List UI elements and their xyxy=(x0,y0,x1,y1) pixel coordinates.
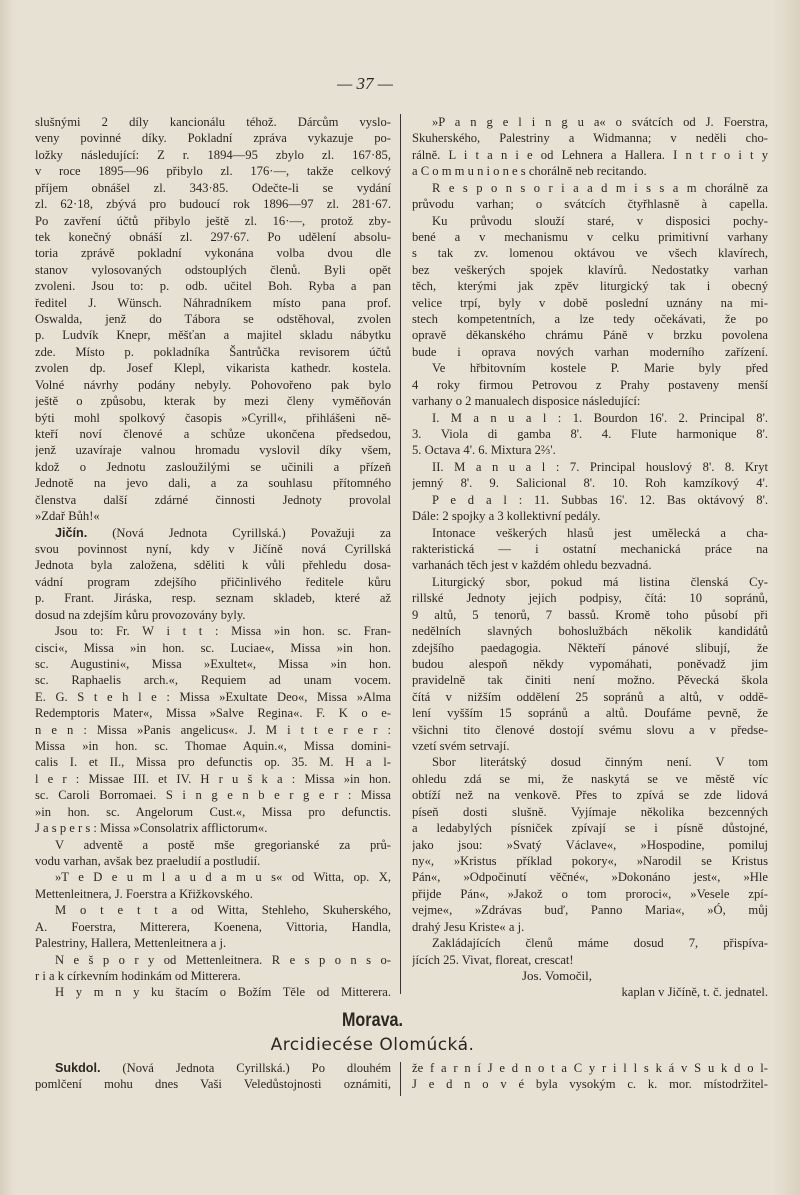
text-line xyxy=(35,262,391,278)
line-text: Dále: 2 spojky a 3 kollektivní pedály. xyxy=(412,509,601,524)
text-line xyxy=(35,919,391,935)
bottom-left-column xyxy=(35,1060,391,1093)
text-line xyxy=(412,919,768,935)
text-line xyxy=(412,442,768,458)
line-text: rakteristická — i ostatní mechanická práce na xyxy=(412,541,768,556)
line-text: nedělních slavných bohoslužbách několik kandidátů xyxy=(412,624,768,639)
line-text: členstva další zdárné činnosti Jednoty provolal xyxy=(35,492,391,507)
text-line xyxy=(412,377,768,393)
line-text: cisci«, Missa »in hon. sc. Luciae«, Missa »in hon. xyxy=(35,640,391,655)
line-text: Skuherského, Palestriny a Widmanna; v neděli cho- xyxy=(412,131,768,146)
text-line xyxy=(412,262,768,278)
page-number: — 37 — xyxy=(337,74,393,93)
line-text: stanov vylosovaných odstouplých členů. Byli opět xyxy=(35,262,391,277)
line-text: 5. Octava 4'. 6. Mixtura 2⅔'. xyxy=(412,443,556,458)
line-text: pomlčení mohu dnes Vaši Veledůstojnosti oznámiti, xyxy=(35,1077,391,1092)
text-line xyxy=(35,442,391,458)
line-text: 9 altů, 5 tenorů, 7 bassů. Kromě toho působí při xyxy=(412,607,768,622)
line-text: rillské Jednoty jejich podpisy, čítá: 10 sopránů, xyxy=(412,591,768,606)
text-line xyxy=(35,902,391,918)
text-line xyxy=(412,130,768,146)
line-text: lení vyšším 15 sopránů a altů. Doufáme pevně, že xyxy=(412,706,768,721)
line-text: bené a v mechanismu v celku primitivní varhany xyxy=(412,229,768,244)
line-text: (Nová Jednota Cyrillská.) Považuji za xyxy=(87,525,391,540)
line-text: pravidelně tak činiti není možno. Pěvecká škola xyxy=(412,673,768,688)
line-text: »T e D e u m l a u d a m u s« od Witta, op. X, xyxy=(55,870,391,885)
text-line xyxy=(412,508,768,524)
text-line xyxy=(412,952,768,968)
line-text: E. G. S t e h l e : Missa »Exultate Deo«, Missa »Alma xyxy=(35,689,391,704)
line-text: Jos. Vomočil, xyxy=(522,967,592,983)
text-line xyxy=(35,492,391,508)
text-line xyxy=(412,311,768,327)
line-text: Palestriny, Hallera, Mettenleitnera a j. xyxy=(35,936,227,951)
text-line xyxy=(35,952,391,968)
text-line xyxy=(35,459,391,475)
line-text: tek konečný obnáší zl. 297·67. Po udělení absolu- xyxy=(35,229,391,244)
section-heading: Morava. xyxy=(341,1010,404,1031)
text-line xyxy=(412,902,768,918)
line-text: »Zdař Bůh!« xyxy=(35,509,100,524)
text-line xyxy=(35,525,391,541)
text-line xyxy=(412,426,768,442)
text-line xyxy=(412,278,768,294)
line-text: píseň dosti slušně. Vyjímaje několika bezcenných xyxy=(412,804,768,819)
text-line xyxy=(412,196,768,212)
text-line xyxy=(412,245,768,261)
line-text: l e r : Missae III. et IV. H r u š k a : Missa »in hon. xyxy=(35,771,391,786)
line-text: průvodu varhan; o svátcích čtyřhlasně à capella. xyxy=(412,197,768,212)
text-line xyxy=(35,163,391,179)
text-line xyxy=(35,114,391,130)
line-text: svou povinnost nyní, kdy v Jičíně nová Cyrillská xyxy=(35,541,391,556)
text-line xyxy=(35,311,391,327)
text-line xyxy=(35,475,391,491)
line-text: R e s p o n s o r i a a d m i s s a m chorálně za xyxy=(432,180,768,195)
text-line xyxy=(35,968,391,984)
line-text: stech kompetentních, a lze tedy očekávati, že po xyxy=(412,312,768,327)
right-column xyxy=(412,114,768,1001)
text-line xyxy=(35,295,391,311)
line-text: s tak zv. lomenou oktávou ve všech klavírech, xyxy=(412,246,768,261)
line-text: calis I. et II., Missa pro defunctis op. 35. M. H a l- xyxy=(35,755,391,770)
line-text: J e d n o v é byla vysokým c. k. mor. místodržitel- xyxy=(412,1077,768,1092)
line-text: budou alespoň někdy vypomáhati, poněvadž jim xyxy=(412,656,768,671)
text-line xyxy=(412,574,768,590)
text-line xyxy=(412,1060,768,1076)
line-text: ny«, »Kristus příklad pokory«, »Narodil se Kristus xyxy=(412,853,768,868)
line-text: H y m n y ku štacím o Božím Těle od Mitterera. xyxy=(55,985,391,1000)
text-line xyxy=(35,327,391,343)
text-line xyxy=(412,722,768,738)
text-line xyxy=(412,147,768,163)
text-line xyxy=(35,1060,391,1076)
line-text: Ve hřbitovním kostele P. Marie byly před xyxy=(432,361,768,376)
line-text: P e d a l : 11. Subbas 16'. 12. Bas oktávový 8'. xyxy=(432,492,768,507)
column-divider-bottom xyxy=(400,1062,401,1096)
text-line xyxy=(35,410,391,426)
line-text: Sbor literátský dosud činným není. V tom xyxy=(432,755,768,770)
line-text: obtíží než na venkově. Přes to zpívá se zde lidová xyxy=(412,788,768,803)
text-line xyxy=(412,229,768,245)
text-line xyxy=(412,360,768,376)
text-line xyxy=(412,557,768,573)
line-text: J a s p e r s : Missa »Consolatrix afflictorum«. xyxy=(35,821,268,836)
line-text: Volné návrhy podány nebyly. Pohovořeno pak bylo xyxy=(35,377,391,392)
text-line xyxy=(412,787,768,803)
line-text: přijde Pán«, »Jakož o tom proroci«, »Vesele zpí- xyxy=(412,886,768,901)
text-line xyxy=(35,656,391,672)
line-text: A. Foerstra, Mitterera, Koenena, Vittoria, Handla, xyxy=(35,919,391,934)
text-line xyxy=(412,738,768,754)
text-line xyxy=(35,180,391,196)
text-line xyxy=(35,853,391,869)
line-text: kdož o Jednotu zasloužilými se učinili a přízeň xyxy=(35,459,391,474)
text-line xyxy=(35,130,391,146)
place-name: Jičín. xyxy=(55,525,88,540)
line-text: bez veškerých spojek klavírů. Nedostatky varhan xyxy=(412,262,768,277)
line-text: příjem obnášel zl. 343·85. Odečte-li se vydání xyxy=(35,180,391,195)
text-line xyxy=(35,738,391,754)
line-text: zl. 62·18, zbývá pro budoucí rok 1896—97 zl. 281·67. xyxy=(35,197,391,212)
text-line xyxy=(412,672,768,688)
text-line xyxy=(35,377,391,393)
line-text: »in hon. sc. Angelorum Cust.«, Missa pro defunctis. xyxy=(35,804,391,819)
text-line xyxy=(412,410,768,426)
text-line xyxy=(412,1076,768,1092)
line-text: býti mohl spolkový časopis »Cyrill«, přihlášeni ně- xyxy=(35,410,391,425)
text-line xyxy=(412,475,768,491)
text-line xyxy=(412,163,768,179)
bottom-right-column xyxy=(412,1060,768,1093)
text-line xyxy=(412,393,768,409)
page-edge-right xyxy=(772,0,800,1195)
text-line xyxy=(35,426,391,442)
text-line xyxy=(35,147,391,163)
column-divider xyxy=(400,114,401,994)
line-text: M o t e t t a od Witta, Stehleho, Skuherského, xyxy=(55,903,391,918)
place-name: Sukdol. xyxy=(55,1061,101,1075)
text-line xyxy=(412,459,768,475)
line-text: veny povinné díky. Pokladní zpráva vykazuje po- xyxy=(35,131,391,146)
line-text: p. Ludvík Knepr, měšťan a majitel skladu nábytku xyxy=(35,328,391,343)
line-text: sc. Augustini«, Missa »Exultet«, Missa »in hon. xyxy=(35,656,391,671)
line-text: zde. Místo p. pokladníka Šantrůčka revisorem účtů xyxy=(35,344,391,359)
line-text: sc. Raphaelis arch.«, Requiem ad unam vocem. xyxy=(35,673,391,688)
line-text: sc. Caroli Borromaei. S i n g e n b e r g e r : Missa xyxy=(35,788,391,803)
line-text: čítá v nižším oddělení 25 sopránů a altů, v oddě- xyxy=(412,689,768,704)
text-line xyxy=(412,607,768,623)
line-text: jících 25. Vivat, floreat, crescat! xyxy=(412,952,574,967)
text-line xyxy=(412,114,768,130)
line-text: Redemptoris Mater«, Missa »Salve Regina«. F. K o e- xyxy=(35,706,391,721)
line-text: jako jsou: »Svatý Václave«, »Hospodine, pomiluj xyxy=(412,837,768,852)
text-line xyxy=(35,689,391,705)
text-line xyxy=(35,393,391,409)
line-text: Ku průvodu slouží staré, v disposici pochy- xyxy=(432,213,768,228)
line-text: slušnými 2 díly kancionálu téhož. Dárcům vyslo- xyxy=(35,115,391,129)
line-text: a ledabylých písniček zpívají se i písně důstojné, xyxy=(412,821,768,836)
text-line xyxy=(412,492,768,508)
line-text: vzetí svém setrvají. xyxy=(412,739,510,754)
text-line xyxy=(35,935,391,951)
text-line xyxy=(35,722,391,738)
text-line xyxy=(35,508,391,524)
text-line xyxy=(412,327,768,343)
text-line xyxy=(35,771,391,787)
text-line xyxy=(35,213,391,229)
text-line xyxy=(412,623,768,639)
line-text: Missa »in hon. sc. Thomae Aquin.«, Missa domini- xyxy=(35,739,391,754)
line-text: těch, kterými jak zpěv liturgický tak i obecný xyxy=(412,279,768,294)
text-line xyxy=(35,837,391,853)
line-text: ředitel J. Wünsch. Náhradníkem místo pana prof. xyxy=(35,295,391,310)
text-line xyxy=(35,787,391,803)
page-edge-left xyxy=(0,0,14,1195)
line-text: ještě o způsobu, kterak by mezi členy vyměňován xyxy=(35,394,391,409)
line-text: kaplan v Jičíně, t. č. jednatel. xyxy=(621,985,768,1000)
line-text: rálně. L i t a n i e od Lehnera a Hallera. I n t r o i t y xyxy=(412,147,768,162)
line-text: opravě děkanského chrámu Páně v brzku povolena xyxy=(412,328,768,343)
text-line xyxy=(35,804,391,820)
text-line xyxy=(412,525,768,541)
text-line xyxy=(35,607,391,623)
line-text: V adventě a postě mše gregorianské za prů- xyxy=(55,837,391,852)
subsection-heading: Arcidiecése Olomúcká. xyxy=(270,1035,475,1055)
line-text: Liturgický sbor, pokud má listina členská Cy- xyxy=(432,574,768,589)
line-text: 4 roky firmou Petrovou z Prahy postaveny menší xyxy=(412,377,768,392)
line-text: varhanách těch jest v každém ohledu bezvadná. xyxy=(412,558,652,573)
text-line xyxy=(412,705,768,721)
line-text: r i a k církevním hodinkám od Mitterera. xyxy=(35,968,241,983)
line-text: n e n : Missa »Panis angelicus«. J. M i t t e r e r : xyxy=(35,722,391,737)
line-text: (Nová Jednota Cyrillská.) Po dlouhém xyxy=(100,1061,391,1075)
line-text: bude i oprava nových varhan moderního zařízení. xyxy=(412,344,768,359)
line-text: velice trpí, byly v době poslední uznány na mi- xyxy=(412,295,768,310)
line-text: N e š p o r y od Mettenleitnera. R e s p o n s o- xyxy=(55,952,391,967)
line-text: zvolen dp. Josef Klepl, vikarista kathedr. kostela. xyxy=(35,361,391,376)
text-line xyxy=(35,1076,391,1092)
line-text: p. Frant. Jiráska, resp. seznam skladeb, které až xyxy=(35,591,391,606)
text-line xyxy=(412,344,768,360)
left-column xyxy=(35,114,391,1001)
line-text: zdejšího paedagogia. Někteří pánové slibují, že xyxy=(412,640,768,655)
line-text: Pán«, »Odpočinutí věčné«, »Dokonáno jest«, »Hle xyxy=(412,870,768,885)
line-text: všichni tito členové dostojí svému slovu a v předse- xyxy=(412,722,768,737)
line-text: Jednota byla založena, sděliti k vůli přehledu dosa- xyxy=(35,558,391,573)
text-line xyxy=(35,984,391,1000)
text-line xyxy=(35,557,391,573)
text-line xyxy=(35,869,391,885)
line-text: Jednotě na jevo dali, a za souhlasu přítomného xyxy=(35,476,391,491)
text-line xyxy=(35,278,391,294)
line-text: drahý Jesu Kriste« a j. xyxy=(412,919,525,934)
line-text: Zakládajících členů máme dosud 7, přispíva- xyxy=(432,936,768,951)
text-line xyxy=(35,640,391,656)
text-line xyxy=(412,771,768,787)
line-text: 3. Viola di gamba 8'. 4. Flute harmonique 8'. xyxy=(412,427,768,442)
text-line xyxy=(412,180,768,196)
signature-line xyxy=(412,984,768,1000)
text-line xyxy=(35,623,391,639)
text-line xyxy=(35,245,391,261)
line-text: vodu varhan, avšak bez praeludií a postludií. xyxy=(35,853,261,868)
text-line xyxy=(35,360,391,376)
text-line xyxy=(412,541,768,557)
line-text: zvoleni. Jsou to: p. odb. učitel Boh. Ryba a pan xyxy=(35,279,391,294)
line-text: varhany o 2 manualech disposice následující: xyxy=(412,394,641,409)
line-text: ohledu zdá se mi, že naskytá se ve městě víc xyxy=(412,771,768,786)
line-text: toria zprávě pokladní vykonána volba dvou dle xyxy=(35,246,391,261)
line-text: Oswalda, jenž do Tábora se odstěhoval, zvolen xyxy=(35,312,391,327)
text-line xyxy=(35,672,391,688)
line-text: a C o m m u n i o n e s chorálně neb recitando. xyxy=(412,164,647,179)
text-line xyxy=(35,705,391,721)
text-line xyxy=(412,295,768,311)
text-line xyxy=(412,935,768,951)
line-text: jenž uzavíraje valnou hromadu vyslovil díky všem, xyxy=(35,443,391,458)
text-line xyxy=(35,229,391,245)
text-line xyxy=(35,196,391,212)
line-text: Intonace veškerých hlasů jest umělecká a cha- xyxy=(432,525,768,540)
text-line xyxy=(35,541,391,557)
line-text: Po zavření účtů přibylo ještě zl. 16·—, protož zby- xyxy=(35,213,391,228)
line-text: I. M a n u a l : 1. Bourdon 16'. 2. Principal 8'. xyxy=(432,410,768,425)
text-line xyxy=(35,754,391,770)
text-line xyxy=(412,656,768,672)
line-text: ložky následující: Z r. 1894—95 zbylo zl. 167·85, xyxy=(35,147,391,162)
line-text: II. M a n u a l : 7. Principal houslový 8'. 8. Kryt xyxy=(432,459,768,474)
text-line xyxy=(412,837,768,853)
text-line xyxy=(412,869,768,885)
text-line xyxy=(35,886,391,902)
text-line xyxy=(412,754,768,770)
line-text: vádní program zdejšího přičinlivého ředitele kůru xyxy=(35,574,391,589)
signature-line xyxy=(412,968,768,984)
line-text: dosud na zdejším kůru provozovány byly. xyxy=(35,607,246,622)
text-line xyxy=(35,820,391,836)
text-line xyxy=(412,804,768,820)
line-text: jemný 8'. 9. Salicional 8'. 10. Roh kamzíkový 4'. xyxy=(412,476,768,491)
text-line xyxy=(412,689,768,705)
line-text: »P a n g e l i n g u a« o svátcích od J. Foerstra, xyxy=(432,115,768,129)
line-text: kteří noví členové a schůze ukončena předsedou, xyxy=(35,427,391,442)
line-text: vejme«, »Zdrávas buď, Panno Maria«, »Ó, můj xyxy=(412,903,768,918)
text-line xyxy=(412,640,768,656)
text-line xyxy=(412,886,768,902)
text-line xyxy=(412,590,768,606)
line-text: Jsou to: Fr. W i t t : Missa »in hon. sc. Fran- xyxy=(55,624,391,639)
text-line xyxy=(412,853,768,869)
text-line xyxy=(412,820,768,836)
text-line xyxy=(35,574,391,590)
text-line xyxy=(35,590,391,606)
line-text: v roce 1895—96 přibylo zl. 176·—, takže celkový xyxy=(35,164,391,179)
line-text: že f a r n í J e d n o t a C y r i l l s k á v S u k d o l- xyxy=(412,1061,768,1075)
text-line xyxy=(412,213,768,229)
line-text: Mettenleitnera, J. Foerstra a Křižkovského. xyxy=(35,886,253,901)
text-line xyxy=(35,344,391,360)
